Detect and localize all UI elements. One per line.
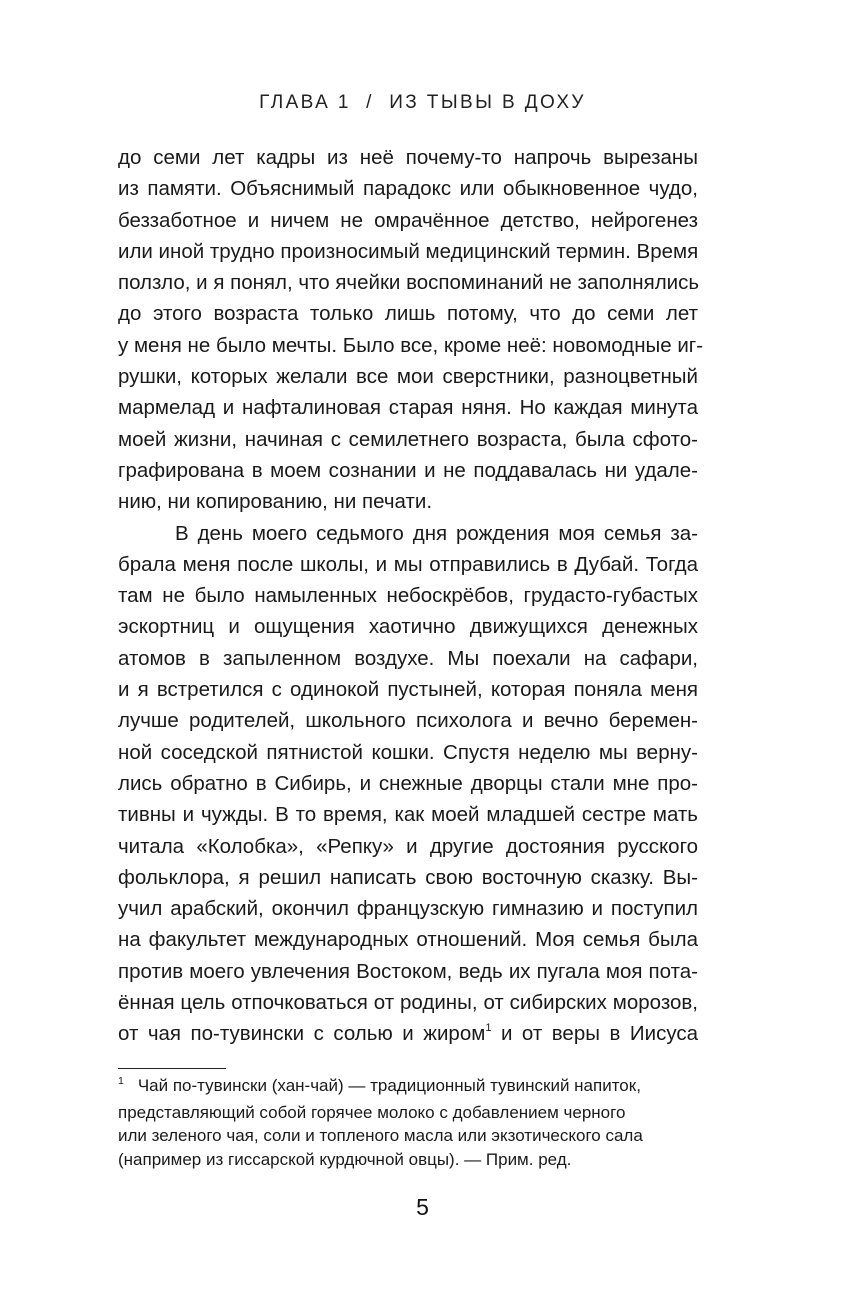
text-line: на факультет международных отношений. Моя семья была bbox=[118, 928, 698, 952]
text-line: рушки, которых желали все мои сверстники, разноцветный bbox=[118, 365, 698, 389]
footnote-line: представляющий собой горячее молоко с добавлением черного bbox=[118, 1102, 626, 1122]
text-line: и я встретился с одинокой пустыней, которая поняла меня bbox=[118, 678, 698, 702]
text-line: ённая цель отпочковаться от родины, от сибирских морозов, bbox=[118, 991, 698, 1015]
text-line: ной соседской пятнистой кошки. Спустя неделю мы верну- bbox=[118, 740, 698, 764]
text-line-with-footnote-ref bbox=[118, 1018, 698, 1049]
text-line: брала меня после школы, и мы отправились в Дубай. Тогда bbox=[118, 552, 698, 576]
footnote-line: или зеленого чая, соли и топленого масла или экзотического сала bbox=[118, 1126, 643, 1145]
text-line: фольклора, я решил написать свою восточную сказку. Вы- bbox=[118, 865, 698, 889]
text-segment: и от веры в Иисуса bbox=[491, 1022, 698, 1046]
text-line: эскортниц и ощущения хаотично движущихся денежных bbox=[118, 615, 698, 639]
text-line: нию, ни копированию, ни печати. bbox=[118, 490, 433, 514]
text-line: атомов в запыленном воздухе. Мы поехали на сафари, bbox=[118, 646, 698, 670]
text-line: там не было намыленных небоскрёбов, грудасто-губастых bbox=[118, 584, 698, 608]
text-line: против моего увлечения Востоком, ведь их пугала моя пота- bbox=[118, 959, 698, 983]
footnote-line: (например из гиссарской курдючной овцы). — Прим. ред. bbox=[118, 1149, 572, 1169]
text-line: тивны и чужды. В то время, как моей младшей сестре мать bbox=[118, 803, 698, 827]
text-line: ползло, и я понял, что ячейки воспоминаний не заполнялись bbox=[118, 271, 700, 295]
text-line: лись обратно в Сибирь, и снежные дворцы стали мне про- bbox=[118, 771, 698, 795]
page-number: 5 bbox=[416, 1194, 429, 1220]
footnote-text: Чай по-тувински (хан-чай) — традиционный тувинский напиток, bbox=[137, 1076, 641, 1095]
text-line: до семи лет кадры из неё почему-то напрочь вырезаны bbox=[118, 146, 698, 169]
text-line: или иной трудно произносимый медицинский термин. Время bbox=[118, 239, 699, 263]
running-header: ГЛАВА 1 / ИЗ ТЫВЫ В ДОХУ bbox=[259, 92, 586, 113]
text-line: В день моего седьмого дня рождения моя семья за- bbox=[175, 521, 698, 545]
text-line: моей жизни, начиная с семилетнего возраста, была сфото- bbox=[118, 427, 698, 451]
text-line: у меня не было мечты. Было все, кроме неё: новомодные иг- bbox=[118, 333, 704, 357]
text-line: читала «Колобка», «Репку» и другие достояния русского bbox=[118, 834, 698, 858]
text-line: до этого возраста только лишь потому, что до семи лет bbox=[118, 302, 698, 326]
text-line: графирована в моем сознании и не поддавалась ни удале- bbox=[118, 458, 698, 482]
body-text bbox=[118, 142, 704, 1050]
text-line: учил арабский, окончил французскую гимназию и поступил bbox=[118, 897, 698, 921]
footnote-reference[interactable]: 1 bbox=[485, 1022, 492, 1035]
footnote-number: 1 bbox=[118, 1075, 124, 1087]
footnote-separator bbox=[118, 1068, 226, 1069]
text-segment: от чая по-тувински с солью и жиром bbox=[118, 1022, 486, 1046]
text-line: лучше родителей, школьного психолога и вечно беремен- bbox=[118, 709, 698, 733]
text-line: мармелад и нафталиновая старая няня. Но каждая минута bbox=[118, 396, 698, 420]
text-line: из памяти. Объяснимый парадокс или обыкновенное чудо, bbox=[118, 177, 698, 201]
footnote bbox=[118, 1074, 698, 1171]
text-line: беззаботное и ничем не омрачённое детство, нейрогенез bbox=[118, 208, 698, 232]
footnote-line bbox=[118, 1074, 698, 1101]
